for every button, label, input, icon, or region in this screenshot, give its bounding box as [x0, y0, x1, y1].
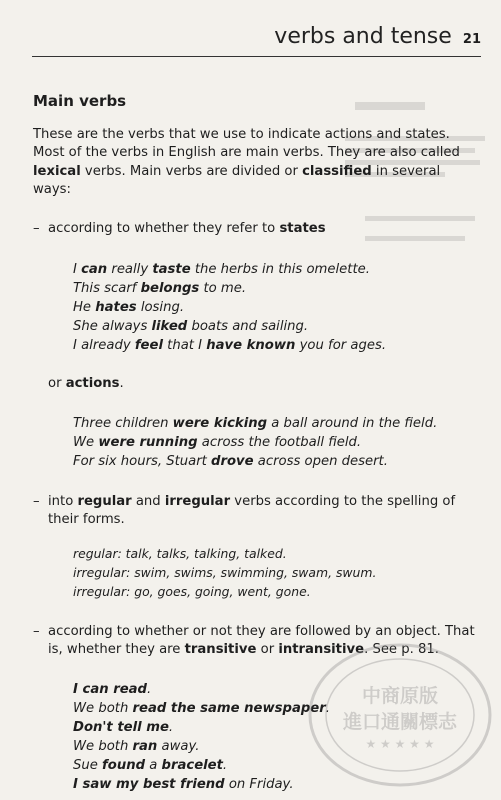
example-line: We both ran away.: [73, 738, 200, 754]
page-content: [33, 92, 481, 794]
states-examples: [73, 260, 481, 355]
term-irregular: irregular: [164, 493, 231, 509]
bullet-dash: –: [33, 493, 40, 509]
running-head: verbs and tense: [274, 24, 452, 49]
header-rule: [32, 56, 481, 57]
svg-text:中商原版: 中商原版: [361, 685, 439, 707]
example-line: Don't tell me.: [73, 719, 174, 735]
intro-text: verbs. Main verbs are divided or: [80, 163, 303, 179]
term-states: states: [279, 220, 326, 236]
term-regular: regular: [77, 493, 132, 509]
bullet-states: [33, 220, 481, 239]
example-line: We both read the same newspaper.: [73, 700, 330, 716]
or-actions-line: or actions.: [48, 376, 124, 391]
object-examples: [73, 680, 481, 794]
intro-paragraph: [33, 126, 481, 200]
svg-text:★ ★ ★ ★ ★: ★ ★ ★ ★ ★: [365, 737, 435, 751]
term-transitive: transitive: [184, 642, 257, 657]
intro-text: in several ways:: [33, 163, 441, 197]
example-line: irregular: go, goes, going, went, gone.: [73, 583, 311, 599]
bullet-dash: –: [33, 220, 40, 236]
intro-text: These are the verbs that we use to indicate actions and states. Most of the verbs in English are main verbs. They are also called: [33, 126, 460, 160]
bullet-transitive: – according to whether or not they are followed by an object. That is, whether they are transitive or intransitive. See p. 81.: [33, 623, 475, 657]
page-header: [20, 24, 481, 49]
example-line: He hates losing.: [73, 300, 185, 315]
example-line: Sue found a bracelet.: [73, 757, 228, 773]
section-heading: Main verbs: [33, 92, 127, 110]
example-line: We were running across the football field.: [73, 434, 362, 450]
term-lexical: lexical: [33, 163, 81, 179]
example-line: regular: talk, talks, talking, talked.: [73, 545, 287, 561]
example-line: I can really taste the herbs in this omelette.: [73, 262, 370, 277]
example-line: I can read.: [73, 681, 152, 697]
example-line: I saw my best friend on Friday.: [73, 776, 294, 792]
svg-text:進口通關標志: 進口通關標志: [342, 711, 458, 733]
example-line: This scarf belongs to me.: [73, 281, 247, 296]
page-number: 21: [462, 32, 481, 47]
bullet-dash: –: [33, 623, 40, 639]
bullet-regular-irregular: – into regular and irregular verbs according to the spelling of their forms.: [33, 493, 456, 527]
example-line: For six hours, Stuart drove across open desert.: [73, 453, 388, 469]
example-line: irregular: swim, swims, swimming, swam, swum.: [73, 564, 377, 580]
example-line: Three children were kicking a ball around in the field.: [73, 415, 438, 431]
regular-examples: [73, 544, 481, 601]
actions-examples: [73, 414, 481, 471]
example-line: She always liked boats and sailing.: [73, 319, 309, 334]
term-intransitive: intransitive: [278, 642, 365, 657]
term-actions: actions: [65, 376, 120, 391]
bullet-text: according to whether they refer to: [48, 220, 280, 236]
example-line: I already feel that I have known you for ages.: [73, 338, 387, 353]
term-classified: classified: [302, 163, 372, 179]
